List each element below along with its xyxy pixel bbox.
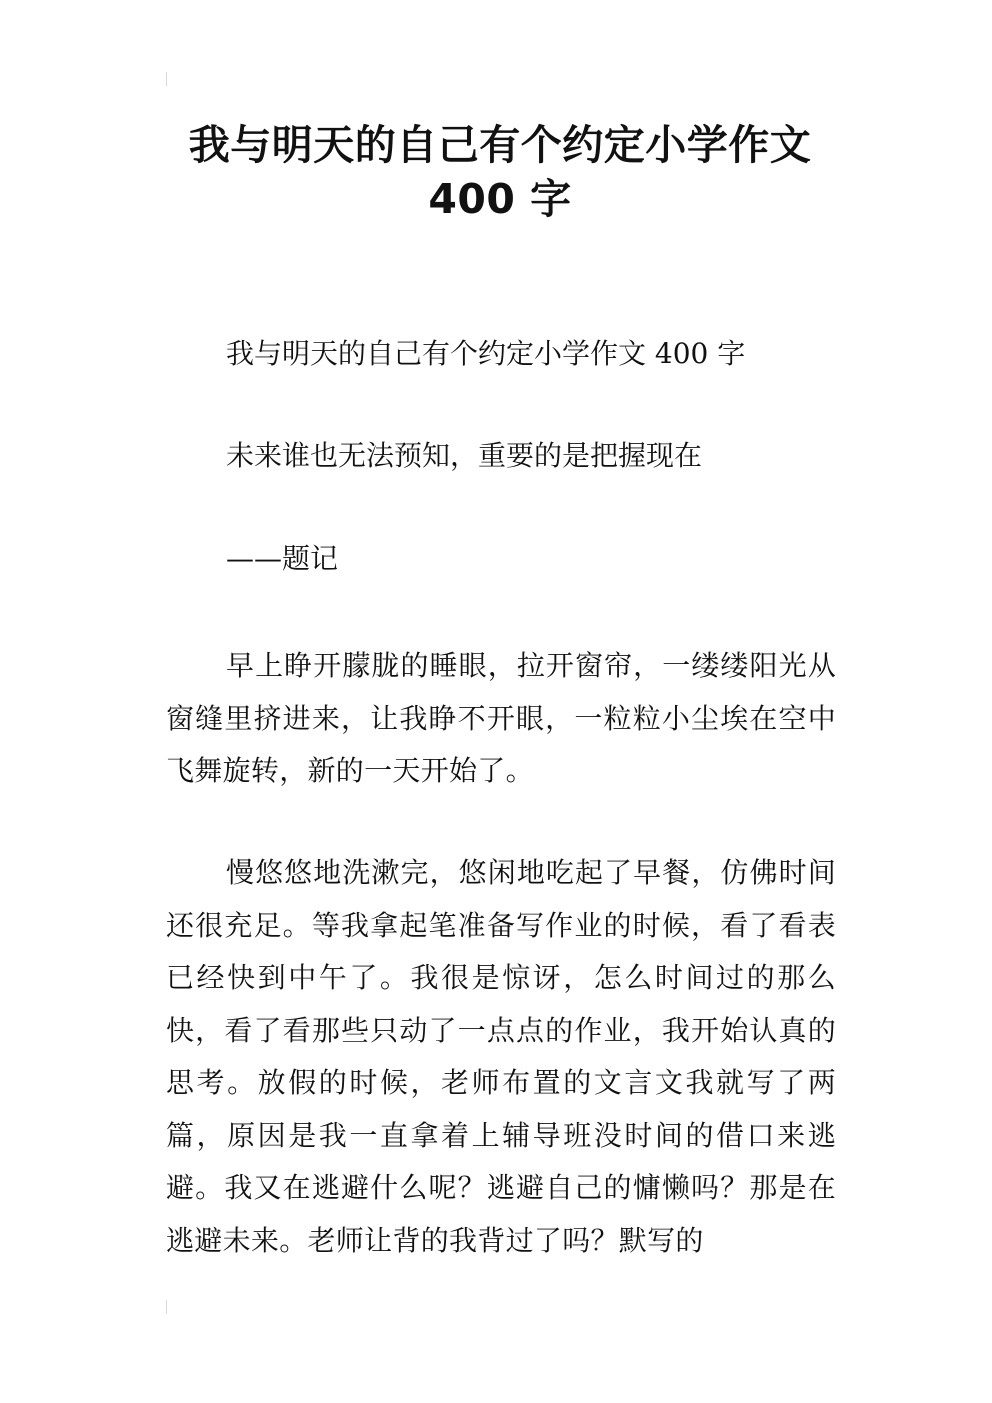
document-title <box>150 118 850 226</box>
title-line-1: 我与明天的自己有个约定小学作文 <box>188 121 812 169</box>
crop-mark-bottom <box>166 1300 167 1314</box>
paragraph-1: 早上睁开朦胧的睡眼，拉开窗帘，一缕缕阳光从窗缝里挤进来，让我睁不开眼，一粒粒小尘埃在空中飞舞旋转，新的一天开始了。 <box>166 649 836 787</box>
epigraph: 未来谁也无法预知，重要的是把握现在 <box>226 439 703 472</box>
crop-mark-top <box>166 72 167 86</box>
paragraph-2: 慢悠悠地洗漱完，悠闲地吃起了早餐，仿佛时间还很充足。等我拿起笔准备写作业的时候，看了看表已经快到中午了。我很是惊讶，怎么时间过的那么快，看了看那些只动了一点点的作业，我开始认真的思考。放假的时候，老师布置的文言文我就写了两篇，原因是我一直拿着上辅导班没时间的借口来逃避。我又在逃避什么呢？逃避自己的慵懒吗？那是在逃避未来。老师让背的我背过了吗？默写的 <box>166 856 836 1257</box>
epigraph-signature: ——题记 <box>226 542 339 575</box>
title-line-2: 400 字 <box>428 175 572 223</box>
essay-subtitle: 我与明天的自己有个约定小学作文 400 字 <box>226 337 746 370</box>
